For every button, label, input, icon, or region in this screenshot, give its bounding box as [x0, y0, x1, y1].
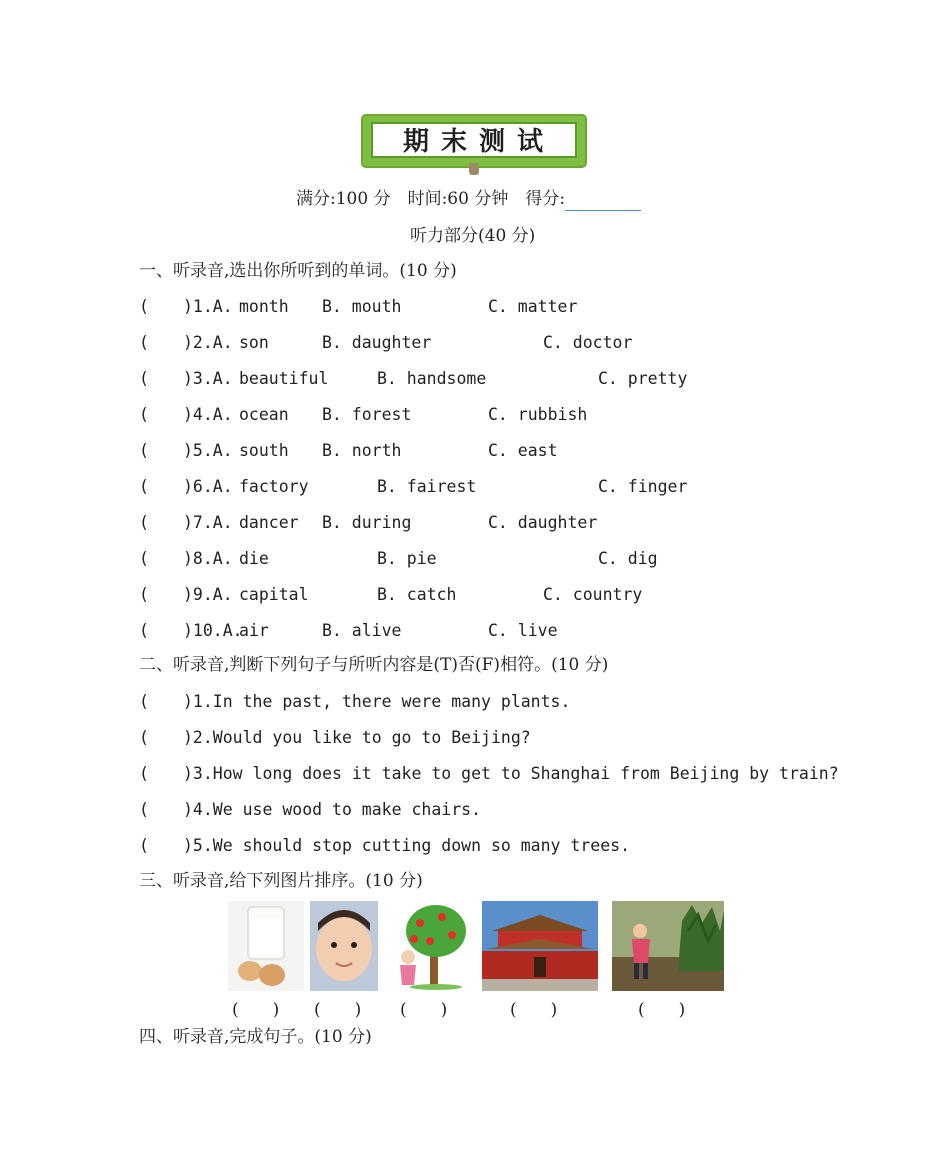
option-a: die — [239, 549, 269, 568]
answer-paren[interactable]: ( — [139, 441, 149, 460]
score-line — [296, 187, 641, 211]
planting-icon — [612, 901, 724, 991]
answer-paren[interactable]: ( — [139, 477, 149, 496]
question-number: )1.A. — [183, 297, 233, 316]
section4-heading: 四、听录音,完成句子。(10 分) — [139, 1027, 372, 1047]
score-line-text: 满分:100 分 时间:60 分钟 得分: — [296, 189, 566, 209]
picture-strip — [228, 901, 724, 1020]
score-blank[interactable] — [565, 190, 641, 211]
question-number: )3.A. — [183, 369, 233, 388]
statement: )3.How long does it take to get to Shanghai from Beijing by train? — [183, 764, 839, 783]
option-c: C. live — [488, 621, 558, 640]
option-a: south — [239, 441, 289, 460]
section1-heading: 一、听录音,选出你所听到的单词。(10 分) — [139, 261, 457, 281]
picture-planting — [612, 901, 724, 991]
answer-paren[interactable]: ( — [139, 836, 149, 855]
option-b: B. north — [322, 441, 402, 460]
statement: )5.We should stop cutting down so many trees. — [183, 836, 631, 855]
option-c: C. east — [488, 441, 558, 460]
picture-milk-eggs — [228, 901, 304, 991]
question-number: )6.A. — [183, 477, 233, 496]
option-b: B. pie — [377, 549, 437, 568]
answer-paren[interactable]: ( — [139, 621, 149, 640]
answer-paren[interactable]: ( — [139, 333, 149, 352]
question-number: )10.A. — [183, 621, 243, 640]
option-b: B. alive — [322, 621, 402, 640]
picture-3-answer[interactable]: ( ) — [400, 1000, 448, 1020]
listening-part-title: 听力部分(40 分) — [410, 226, 536, 246]
answer-paren[interactable]: ( — [139, 297, 149, 316]
answer-paren[interactable]: ( — [139, 800, 149, 819]
option-a: son — [239, 333, 269, 352]
option-b: B. fairest — [377, 477, 477, 496]
question-number: )8.A. — [183, 549, 233, 568]
question-number: )9.A. — [183, 585, 233, 604]
answer-paren[interactable]: ( — [139, 585, 149, 604]
statement: )1.In the past, there were many plants. — [183, 692, 571, 711]
option-c: C. finger — [598, 477, 688, 496]
option-b: B. daughter — [322, 333, 432, 352]
question-number: )2.A. — [183, 333, 233, 352]
banner-title: 期末测试 — [371, 122, 577, 158]
picture-baby — [310, 901, 378, 991]
apple-tree-icon — [390, 901, 468, 991]
option-c: C. matter — [488, 297, 578, 316]
option-b: B. forest — [322, 405, 412, 424]
answer-paren[interactable]: ( — [139, 405, 149, 424]
section3-heading: 三、听录音,给下列图片排序。(10 分) — [139, 871, 423, 891]
option-b: B. catch — [377, 585, 457, 604]
baby-icon — [310, 901, 378, 991]
option-a: dancer — [239, 513, 299, 532]
option-a: ocean — [239, 405, 289, 424]
tiananmen-icon — [482, 901, 598, 991]
answer-paren[interactable]: ( — [139, 513, 149, 532]
answer-paren[interactable]: ( — [139, 369, 149, 388]
statement: )4.We use wood to make chairs. — [183, 800, 482, 819]
option-a: air — [239, 621, 269, 640]
option-b: B. mouth — [322, 297, 402, 316]
option-a: beautiful — [239, 369, 329, 388]
title-banner — [361, 112, 589, 174]
picture-4-answer[interactable]: ( ) — [510, 1000, 558, 1020]
picture-tiananmen — [482, 901, 598, 991]
picture-5-answer[interactable]: ( ) — [638, 1000, 686, 1020]
picture-2-answer[interactable]: ( ) — [314, 1000, 362, 1020]
section2-heading: 二、听录音,判断下列句子与所听内容是(T)否(F)相符。(10 分) — [139, 655, 609, 675]
answer-paren[interactable]: ( — [139, 692, 149, 711]
answer-paren[interactable]: ( — [139, 728, 149, 747]
option-c: C. dig — [598, 549, 658, 568]
banner-clip — [469, 163, 479, 175]
option-c: C. pretty — [598, 369, 688, 388]
answer-paren[interactable]: ( — [139, 764, 149, 783]
option-b: B. during — [322, 513, 412, 532]
option-a: capital — [239, 585, 309, 604]
option-b: B. handsome — [377, 369, 487, 388]
answer-paren[interactable]: ( — [139, 549, 149, 568]
picture-apple-tree — [390, 901, 468, 991]
option-a: factory — [239, 477, 309, 496]
option-c: C. country — [543, 585, 643, 604]
statement: )2.Would you like to go to Beijing? — [183, 728, 531, 747]
option-c: C. doctor — [543, 333, 633, 352]
option-c: C. rubbish — [488, 405, 588, 424]
question-number: )4.A. — [183, 405, 233, 424]
question-number: )5.A. — [183, 441, 233, 460]
option-c: C. daughter — [488, 513, 598, 532]
picture-1-answer[interactable]: ( ) — [232, 1000, 280, 1020]
question-number: )7.A. — [183, 513, 233, 532]
option-a: month — [239, 297, 289, 316]
milk-eggs-icon — [228, 901, 304, 991]
